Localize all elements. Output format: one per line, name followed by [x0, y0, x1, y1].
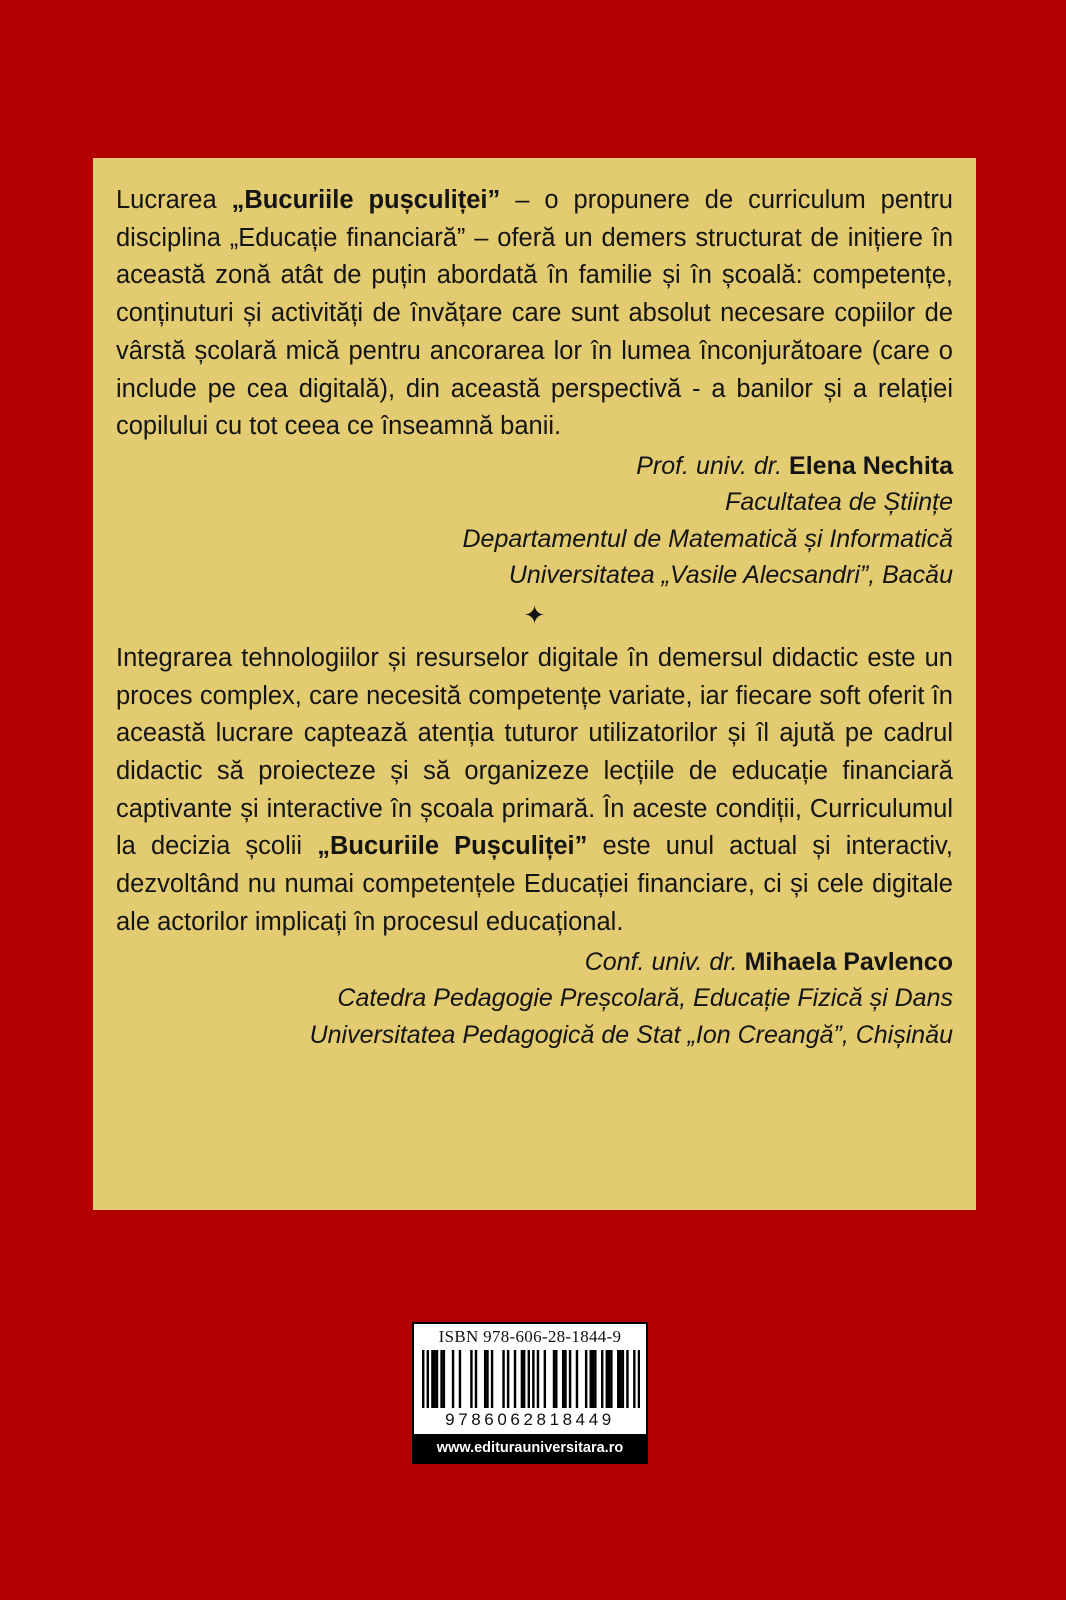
barcode-bar	[443, 1350, 445, 1408]
barcode-bar	[638, 1350, 640, 1408]
review-2-signature	[116, 944, 953, 1054]
isbn-label: ISBN 978-606-28-1844-9	[438, 1327, 622, 1346]
author-2-affiliation-university: Universitatea Pedagogică de Stat „Ion Creangă”, Chișinău	[309, 1020, 953, 1049]
publisher-url: www.editurauniversitara.ro	[414, 1434, 646, 1462]
book-title: „Bucuriile pușculiței”	[231, 186, 501, 214]
review-1-signature	[116, 448, 953, 594]
barcode-bar	[452, 1350, 454, 1408]
barcode-bar	[427, 1350, 429, 1408]
barcode-bar	[569, 1350, 571, 1408]
review-2-body-start: Integrarea tehnologiilor și resurselor digitale în demersul didactic este un proces complex, care necesită competențe variate, iar fiecare soft oferit în această lucrare captează atenția tuturor utilizatorilor și îl ajută pe cadrul didactic să proiecteze și să organizeze lecțiile de educație financiară captivante și interactive în școala primară. În aceste condiții, Curriculumul la decizia școlii	[116, 643, 953, 861]
barcode-bar	[440, 1350, 442, 1408]
author-1-affiliation-university: Universitatea „Vasile Alecsandri”, Bacău	[508, 561, 953, 590]
barcode-bar	[610, 1350, 612, 1408]
barcode-bar	[459, 1350, 461, 1408]
barcode-bar	[507, 1350, 509, 1408]
barcode-bar	[544, 1350, 546, 1408]
barcode-bar	[433, 1350, 435, 1408]
barcode-bar	[523, 1350, 525, 1408]
barcode-bar	[484, 1350, 486, 1408]
barcode-bar	[470, 1350, 472, 1408]
barcode-bar	[608, 1350, 610, 1408]
review-1-body: – o propunere de curriculum pentru disciplina „Educație financiară” – oferă un demers structurat de inițiere în această zonă atât de puțin abordată în familie și în școală: competențe, conținuturi și activități de învățare care sunt absolut necesare copiilor de vârstă școlară mică pentru ancorarea lor în lumea înconjurătoare (care o include pe cea digitală), din această perspectivă - a banilor și a relației copilului cu tot ceea ce înseamnă banii.	[116, 186, 953, 441]
barcode-bar	[431, 1350, 433, 1408]
barcode-bar	[486, 1350, 488, 1408]
barcode-bar	[622, 1350, 624, 1408]
barcode-bar	[592, 1350, 594, 1408]
barcode-bar	[436, 1350, 438, 1408]
review-2-body-end: este unul actual și interactiv, dezvoltând nu numai competențele Educației financiare, ci și cele digitale ale actorilor implicați în procesul educațional.	[116, 832, 953, 936]
review-1-intro: Lucrarea	[116, 186, 217, 214]
barcode-bar	[619, 1350, 621, 1408]
barcode-bar	[601, 1350, 603, 1408]
barcode-bar	[585, 1350, 587, 1408]
barcode-bar	[475, 1350, 477, 1408]
barcode-bar	[633, 1350, 635, 1408]
barcode-bar	[555, 1350, 557, 1408]
barcode-bar	[532, 1350, 534, 1408]
review-2-text	[116, 640, 953, 942]
author-1-affiliation-department: Departamentul de Matematică și Informatică	[462, 524, 953, 553]
barcode-bar	[491, 1350, 493, 1408]
author-1-affiliation-faculty: Facultatea de Științe	[725, 488, 953, 517]
barcode-bar	[514, 1350, 516, 1408]
barcode-bar	[590, 1350, 592, 1408]
author-1-title: Prof. univ. dr.	[636, 451, 783, 480]
barcode-bar	[562, 1350, 564, 1408]
author-1-name: Elena Nechita	[789, 451, 953, 480]
barcode-bar	[528, 1350, 530, 1408]
isbn-barcode-box	[412, 1322, 648, 1464]
author-2-line	[116, 944, 953, 981]
review-1-text	[116, 182, 953, 446]
author-1-line	[116, 448, 953, 485]
barcode-bar	[553, 1350, 555, 1408]
author-2-title: Conf. univ. dr.	[584, 947, 738, 976]
barcode-bar	[594, 1350, 596, 1408]
review-panel	[93, 158, 976, 1210]
author-2-name: Mihaela Pavlenco	[744, 947, 953, 976]
book-title-2: „Bucuriile Pușculiței”	[317, 832, 588, 861]
barcode-bar	[521, 1350, 523, 1408]
barcode-bar	[422, 1350, 424, 1408]
barcode-bar	[606, 1350, 608, 1408]
barcode-bar	[502, 1350, 504, 1408]
barcode-bar	[564, 1350, 566, 1408]
barcode-bar	[617, 1350, 619, 1408]
author-2-affiliation-department: Catedra Pedagogie Preșcolară, Educație Fizică și Dans	[337, 984, 953, 1013]
barcode-bar	[626, 1350, 628, 1408]
ean-digits: 9786062818449	[445, 1410, 615, 1429]
barcode-bar	[537, 1350, 539, 1408]
barcode-bars	[422, 1350, 640, 1414]
barcode-bar	[576, 1350, 578, 1408]
separator-star-icon: ✦	[523, 599, 546, 630]
